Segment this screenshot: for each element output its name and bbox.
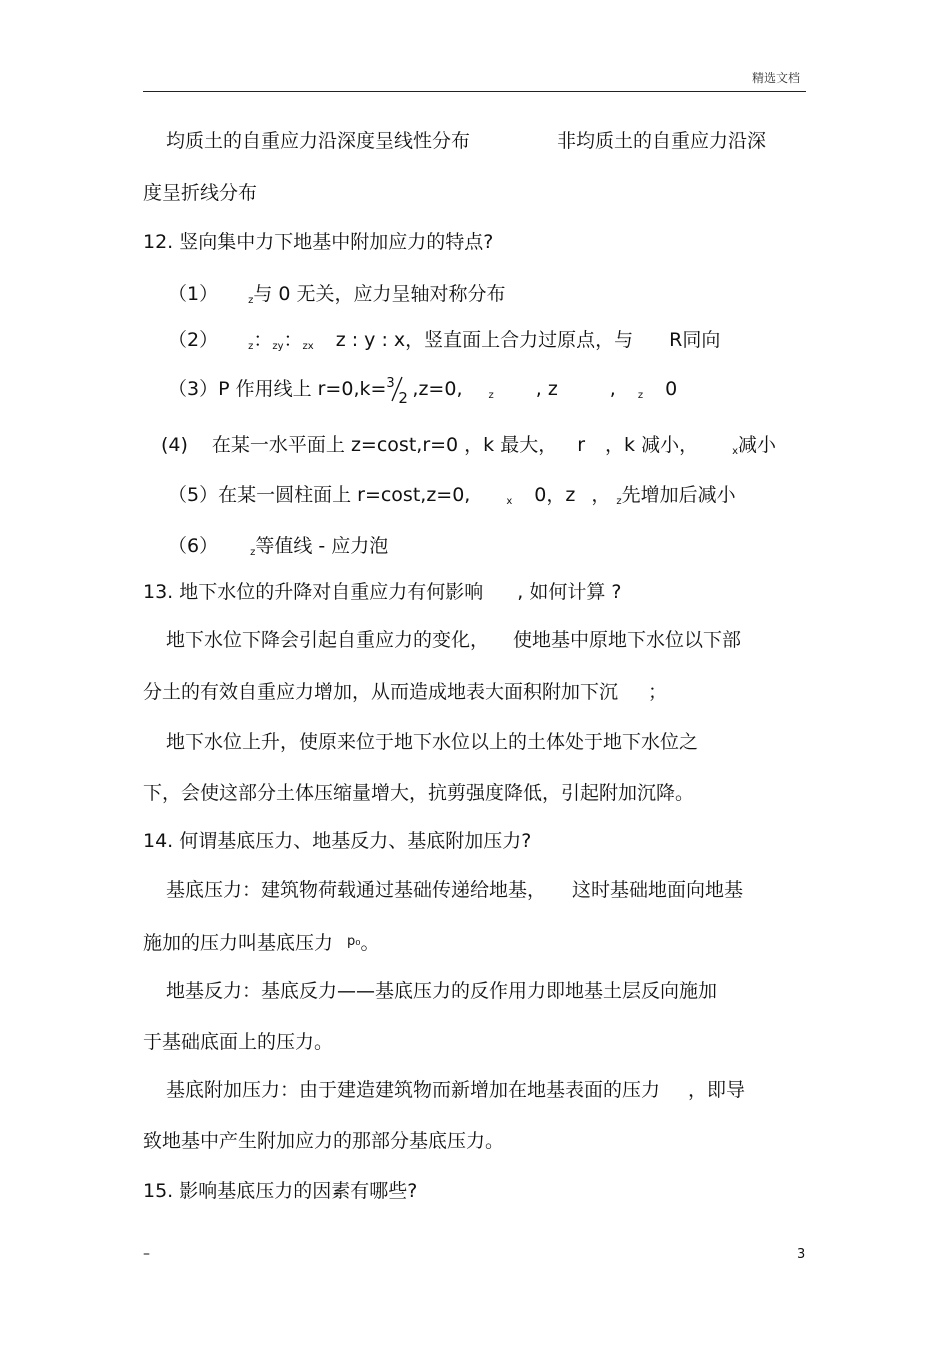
para-13-line2-part2: ； xyxy=(648,681,668,703)
fraction-numerator: 3 xyxy=(386,375,395,391)
item-5 xyxy=(168,483,736,514)
base-pressure-symbol: p₀ xyxy=(347,934,361,949)
item-4-sub: x xyxy=(732,446,738,457)
item-3-fraction xyxy=(386,375,412,407)
item-2-sub-zy: zy xyxy=(272,341,284,352)
para-14-line1 xyxy=(166,878,743,902)
para-14-line5 xyxy=(166,1078,745,1102)
para-13-line3: 地下水位上升，使原来位于地下水位以上的土体处于地下水位之 xyxy=(166,731,699,753)
question-15: 15. 影响基底压力的因素有哪些? xyxy=(143,1180,418,1202)
para-14-line2-part1: 施加的压力叫基底压力 xyxy=(143,932,334,954)
item-5-comma: ， xyxy=(591,484,611,506)
item-2-colon-2: ： xyxy=(283,329,303,351)
item-4-text-3: 减小 xyxy=(738,434,777,456)
para-14-line2 xyxy=(143,930,380,955)
item-2-ratio: z : y : x， xyxy=(335,329,425,351)
para-14-line1-part1: 基底压力：建筑物荷载通过基础传递给地基， xyxy=(166,879,547,901)
item-4-r: r xyxy=(577,434,586,456)
para-14-line5-part1: 基底附加压力：由于建造建筑物而新增加在地基表面的压力 xyxy=(166,1079,661,1101)
page-number: 3 xyxy=(797,1247,806,1262)
item-2-text-2: R同向 xyxy=(669,329,721,351)
fraction-denominator: 2 xyxy=(398,388,408,407)
item-1 xyxy=(168,282,506,313)
para-14-line1-part2: 这时基础地面向地基 xyxy=(572,879,744,901)
para-13-line1-part2: 使地基中原地下水位以下部 xyxy=(513,629,742,651)
item-2-number: （2） xyxy=(168,329,219,351)
para-13-line4: 下，会使这部分土体压缩量增大，抗剪强度降低，引起附加沉降。 xyxy=(143,782,695,804)
item-5-sub-2: z xyxy=(616,496,622,507)
item-2-colon-1: ： xyxy=(253,329,273,351)
item-1-text: 与 0 无关，应力呈轴对称分布 xyxy=(253,283,506,305)
para-14-line3: 地基反力：基底反力——基底压力的反作用力即地基土层反向施加 xyxy=(166,980,718,1002)
item-3-sub-1: z xyxy=(488,390,494,401)
item-4-text-2: ，k 减小， xyxy=(605,434,699,456)
question-12: 12. 竖向集中力下地基中附加应力的特点? xyxy=(143,231,494,253)
item-3-mid: ,z=0, xyxy=(412,378,463,400)
item-3 xyxy=(168,377,677,408)
para-a-line1-part2: 非均质土的自重应力沿深 xyxy=(557,130,767,152)
para-14-line5-part2: ，即导 xyxy=(688,1079,746,1101)
item-1-sub: z xyxy=(248,295,254,306)
para-a-line2: 度呈折线分布 xyxy=(143,182,258,204)
para-14-line6: 致地基中产生附加应力的那部分基底压力。 xyxy=(143,1130,505,1152)
para-13-line2-part1: 分土的有效自重应力增加，从而造成地表大面积附加下沉 xyxy=(143,681,619,703)
item-3-zero: 0 xyxy=(665,378,678,400)
item-2-sub-z: z xyxy=(248,341,254,352)
item-3-comma: , xyxy=(609,378,616,400)
item-6 xyxy=(168,534,388,565)
item-4-text: 在某一水平面上 z=cost,r=0 ，k 最大， xyxy=(211,434,558,456)
item-5-text-2: 先增加后减小 xyxy=(621,484,736,506)
para-14-line4: 于基础底面上的压力。 xyxy=(143,1031,334,1053)
item-1-number: （1） xyxy=(168,283,219,305)
header-rule xyxy=(143,91,806,92)
item-3-text: （3）P 作用线上 r=0,k= xyxy=(168,378,387,400)
item-6-sub: z xyxy=(250,547,256,558)
item-5-sub-1: x xyxy=(506,496,513,507)
question-13 xyxy=(143,580,621,604)
item-2-sub-zx: zx xyxy=(302,341,314,352)
item-4 xyxy=(161,433,776,464)
item-5-text: （5）在某一圆柱面上 r=cost,z=0, xyxy=(168,484,471,506)
para-13-line1-part1: 地下水位下降会引起自重应力的变化， xyxy=(166,629,490,651)
item-5-mid: 0，z xyxy=(534,484,576,506)
header-label: 精选文档 xyxy=(752,71,801,85)
footer-dash: – xyxy=(143,1246,150,1262)
item-4-number: (4) xyxy=(161,434,188,456)
para-14-line2-part2: 。 xyxy=(360,932,380,954)
para-13-line1 xyxy=(166,628,741,652)
question-13-part2: , 如何计算 ? xyxy=(517,581,622,603)
question-13-part1: 13. 地下水位的升降对自重应力有何影响 xyxy=(143,581,484,603)
para-a-line1-part1: 均质土的自重应力沿深度呈线性分布 xyxy=(166,130,471,152)
item-6-text: 等值线 - 应力泡 xyxy=(255,535,389,557)
para-13-line2 xyxy=(143,680,667,704)
item-3-sub-2: z xyxy=(637,390,644,401)
item-3-z: , z xyxy=(535,378,558,400)
item-2 xyxy=(168,328,720,359)
question-14: 14. 何谓基底压力、地基反力、基底附加压力? xyxy=(143,830,532,852)
item-2-text: 竖直面上合力过原点，与 xyxy=(424,329,634,351)
item-6-number: （6） xyxy=(168,535,219,557)
